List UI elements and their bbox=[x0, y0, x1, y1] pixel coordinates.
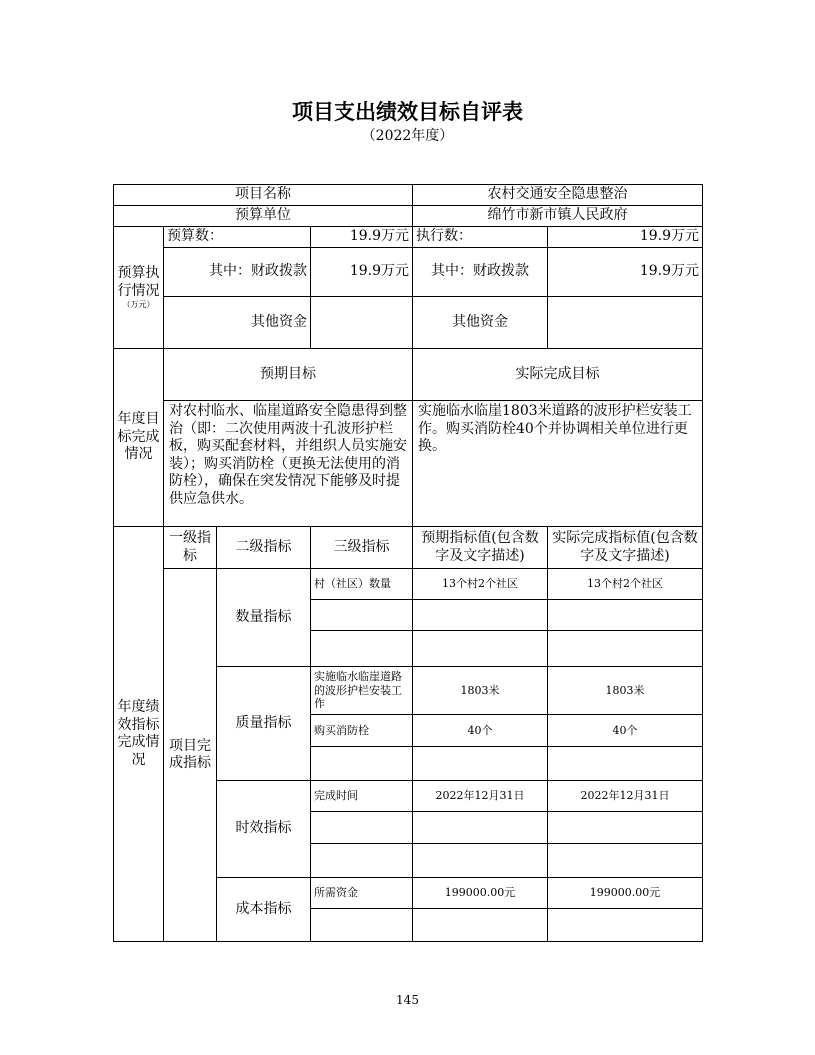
col-level3-header: 三级指标 bbox=[311, 527, 413, 569]
level3-indicator bbox=[311, 812, 413, 844]
other-funds-exec-value bbox=[548, 297, 703, 349]
budget-label: 预算数： bbox=[164, 227, 311, 248]
other-funds-row bbox=[114, 297, 703, 349]
actual-goal-header: 实际完成目标 bbox=[413, 349, 703, 401]
expected-value bbox=[413, 600, 548, 631]
budget-unit-note: （万元） bbox=[122, 300, 155, 309]
level3-indicator: 实施临水临崖道路的波形护栏安装工作 bbox=[311, 667, 413, 715]
fiscal-budget-value: 19.9万元 bbox=[311, 248, 413, 297]
expected-value bbox=[413, 812, 548, 844]
exec-label: 执行数： bbox=[413, 227, 548, 248]
project-name-value: 农村交通安全隐患整治 bbox=[413, 185, 703, 206]
performance-section-label: 年度绩效指标完成情况 bbox=[114, 527, 164, 942]
cost-indicator-label: 成本指标 bbox=[217, 878, 311, 942]
project-name-label: 项目名称 bbox=[114, 185, 413, 206]
actual-value: 2022年12月31日 bbox=[548, 781, 703, 812]
budget-section-cell bbox=[114, 227, 164, 349]
budget-amount-row bbox=[114, 227, 703, 248]
level3-indicator bbox=[311, 747, 413, 781]
actual-value bbox=[548, 600, 703, 631]
level3-indicator: 购买消防栓 bbox=[311, 715, 413, 747]
expected-value bbox=[413, 747, 548, 781]
actual-value bbox=[548, 812, 703, 844]
expected-goal-header: 预期目标 bbox=[164, 349, 413, 401]
year-subtitle: （2022年度） bbox=[361, 128, 454, 144]
expected-goal-text: 对农村临水、临崖道路安全隐患得到整治（即：二次使用两波十孔波形护栏板，购买配套材料，并组织人员实施安装）；购买消防栓（更换无法使用的消防栓），确保在突发情况下能够及时提供应急供水。 bbox=[164, 401, 413, 527]
fiscal-row bbox=[114, 248, 703, 297]
actual-value bbox=[548, 844, 703, 878]
other-funds-exec-label: 其他资金 bbox=[413, 297, 548, 349]
project-name-row bbox=[114, 185, 703, 206]
annual-goal-section-label: 年度目标完成情况 bbox=[114, 349, 164, 527]
annual-goal-header-row bbox=[114, 349, 703, 401]
budget-unit-value: 绵竹市新市镇人民政府 bbox=[413, 206, 703, 227]
level3-indicator bbox=[311, 844, 413, 878]
actual-value bbox=[548, 747, 703, 781]
col-expected-header: 预期指标值(包含数字及文字描述) bbox=[413, 527, 548, 569]
fiscal-exec-value: 19.9万元 bbox=[548, 248, 703, 297]
timeliness-indicator-label: 时效指标 bbox=[217, 781, 311, 878]
exec-value: 19.9万元 bbox=[548, 227, 703, 248]
actual-value bbox=[548, 909, 703, 942]
level3-indicator: 完成时间 bbox=[311, 781, 413, 812]
quality-indicator-label: 质量指标 bbox=[217, 667, 311, 781]
col-level2-header: 二级指标 bbox=[217, 527, 311, 569]
actual-value: 13个村2个社区 bbox=[548, 569, 703, 600]
col-level1-header: 一级指标 bbox=[164, 527, 217, 569]
actual-value: 1803米 bbox=[548, 667, 703, 715]
page-number: 145 bbox=[396, 993, 419, 1007]
level3-indicator bbox=[311, 909, 413, 942]
level3-indicator bbox=[311, 600, 413, 631]
expected-value: 13个村2个社区 bbox=[413, 569, 548, 600]
expected-value: 40个 bbox=[413, 715, 548, 747]
expected-value bbox=[413, 844, 548, 878]
budget-unit-row bbox=[114, 206, 703, 227]
expected-value bbox=[413, 909, 548, 942]
col-actual-header: 实际完成指标值(包含数字及文字描述) bbox=[548, 527, 703, 569]
budget-value: 19.9万元 bbox=[311, 227, 413, 248]
other-funds-label: 其他资金 bbox=[164, 297, 311, 349]
table-row bbox=[114, 569, 703, 600]
expected-value: 2022年12月31日 bbox=[413, 781, 548, 812]
actual-goal-text: 实施临水临崖1803米道路的波形护栏安装工作。购买消防栓40个并协调相关单位进行更换。 bbox=[413, 401, 703, 527]
other-funds-budget-value bbox=[311, 297, 413, 349]
annual-goal-text-row bbox=[114, 401, 703, 527]
level3-indicator: 所需资金 bbox=[311, 878, 413, 909]
evaluation-table bbox=[113, 184, 703, 942]
budget-unit-label: 预算单位 bbox=[114, 206, 413, 227]
level3-indicator bbox=[311, 631, 413, 667]
actual-value: 40个 bbox=[548, 715, 703, 747]
expected-value: 1803米 bbox=[413, 667, 548, 715]
expected-value: 199000.00元 bbox=[413, 878, 548, 909]
level3-indicator: 村（社区）数量 bbox=[311, 569, 413, 600]
actual-value: 199000.00元 bbox=[548, 878, 703, 909]
expected-value bbox=[413, 631, 548, 667]
fiscal-label: 其中：财政拨款 bbox=[164, 248, 311, 297]
budget-section-label: 预算执行情况 bbox=[117, 265, 160, 299]
actual-value bbox=[548, 631, 703, 667]
quantity-indicator-label: 数量指标 bbox=[217, 569, 311, 667]
page-title: 项目支出绩效目标自评表 bbox=[292, 100, 523, 124]
level1-indicator: 项目完成指标 bbox=[164, 569, 217, 942]
fiscal-exec-label: 其中：财政拨款 bbox=[413, 248, 548, 297]
indicator-header-row bbox=[114, 527, 703, 569]
